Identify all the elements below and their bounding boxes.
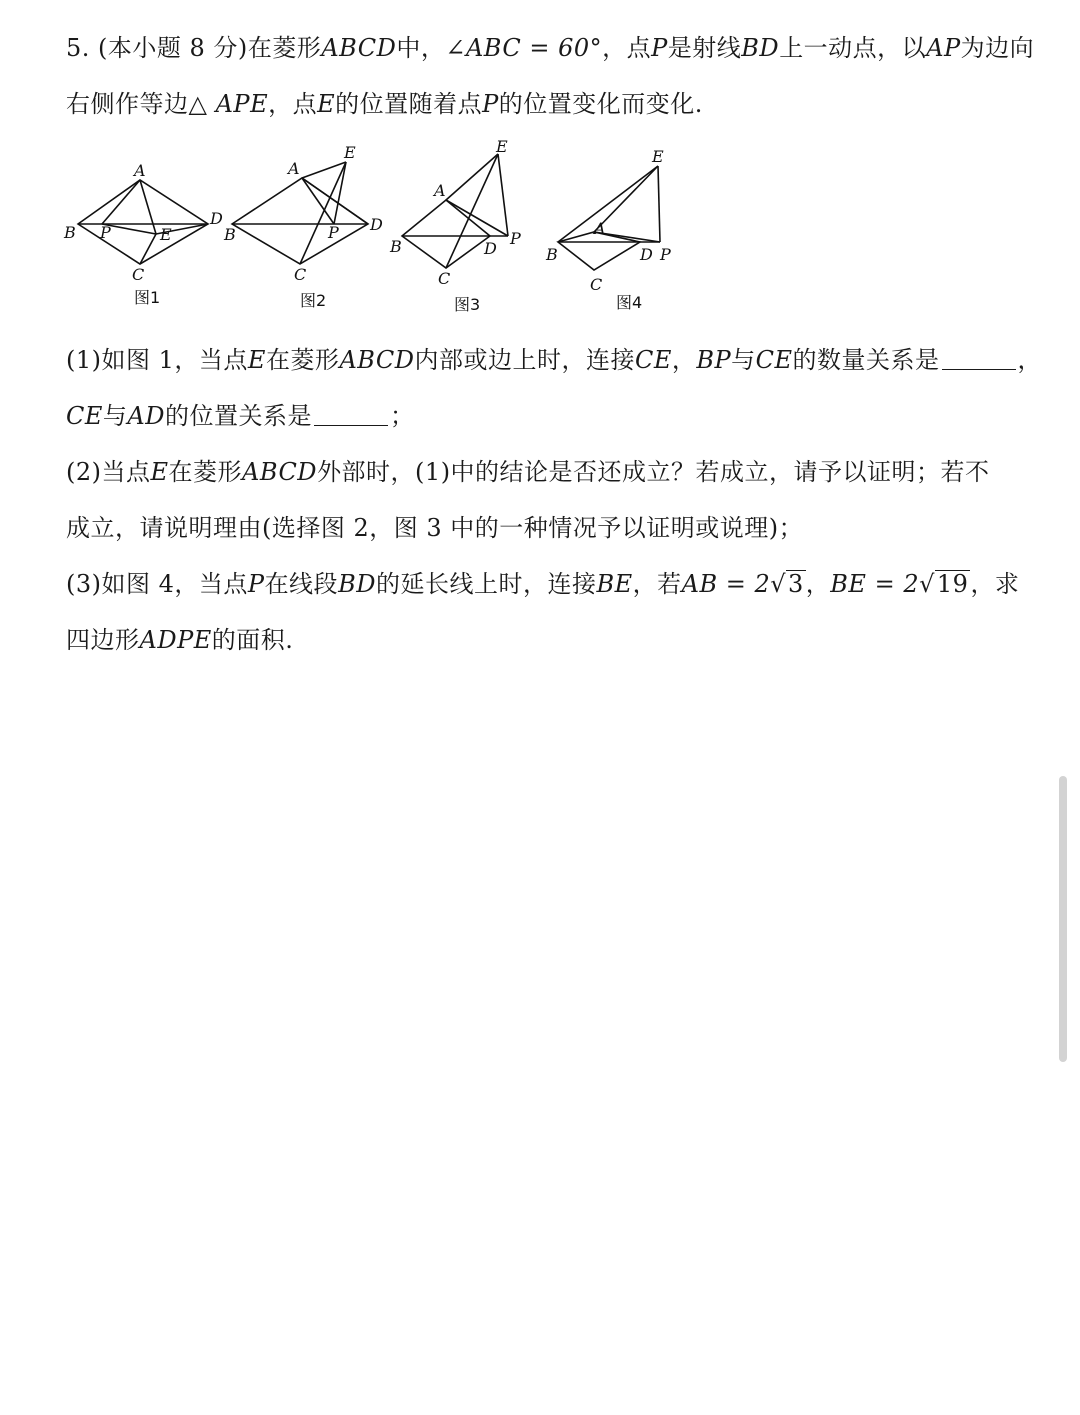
fig1-label-d: D: [210, 209, 223, 228]
fig3-segment-ep: [498, 154, 508, 236]
problem-text: 为边向: [960, 34, 1035, 62]
fig4-label-b: B: [546, 245, 558, 264]
fig1-caption: 图1: [134, 288, 161, 307]
problem-text: 的位置随着点: [335, 90, 483, 118]
fig4-label-p: P: [660, 245, 671, 264]
q1-text: 的数量关系是: [792, 346, 940, 374]
q1-text: 在菱形: [265, 346, 340, 374]
q2-text: 外部时，(1)中的结论是否还成立？若成立，请予以证明；若不: [317, 458, 990, 486]
q3-text: 四边形: [66, 626, 140, 654]
q1-text: ，: [1017, 346, 1043, 374]
figure-3: [389, 140, 521, 314]
fig4-label-e: E: [652, 147, 664, 166]
problem-text: ，点: [268, 90, 318, 118]
figures-row: [62, 140, 682, 320]
q2-text: 在菱形: [168, 458, 243, 486]
fig3-segment-ap: [446, 200, 508, 236]
math-sqrt-19: 19: [936, 570, 969, 598]
fig3-label-d: D: [484, 239, 497, 258]
problem-text: 中，: [396, 34, 446, 62]
math-e: E: [247, 346, 266, 374]
fig1-label-e: E: [160, 225, 172, 244]
math-ab-equation: AB = 2: [681, 570, 771, 598]
q3-text: ，: [805, 570, 831, 598]
fig1-label-b: B: [64, 223, 76, 242]
q2-text: 成立，请说明理由(选择图 2，图 3 中的一种情况予以证明或说理)；: [66, 514, 804, 542]
fig1-label-c: C: [132, 265, 145, 284]
fig3-segment-ae: [446, 154, 498, 200]
figure-2: [223, 143, 383, 310]
math-ape: APE: [215, 90, 269, 118]
q3-text: ，若: [632, 570, 682, 598]
fig2-label-d: D: [370, 215, 383, 234]
fig4-segment-be: [558, 166, 658, 242]
q3-text: 的面积.: [211, 626, 294, 654]
fig2-segment-ep: [334, 162, 346, 224]
fig4-segment-ep: [658, 166, 660, 242]
fig4-label-d: D: [640, 245, 653, 264]
fig2-label-a: A: [288, 159, 300, 178]
score-note: (本小题 8 分): [98, 34, 248, 62]
fig2-label-p: P: [328, 223, 339, 242]
problem-text: 右侧作等边△: [66, 90, 216, 118]
q3-text: 在线段: [264, 570, 339, 598]
fig2-label-c: C: [294, 265, 307, 284]
fig1-label-a: A: [134, 161, 146, 180]
figure-4: [545, 147, 671, 312]
answer-blank-1[interactable]: [942, 347, 1016, 370]
fig1-label-p: P: [100, 223, 111, 242]
math-p: P: [247, 570, 265, 598]
fig3-label-p: P: [510, 229, 521, 248]
math-p: P: [651, 34, 668, 62]
answer-blank-2[interactable]: [314, 403, 388, 426]
math-be-equation: BE = 2: [830, 570, 920, 598]
math-abcd: ABCD: [321, 34, 397, 62]
problem-text: 的位置变化而变化.: [498, 90, 703, 118]
q1-text: 与: [731, 346, 756, 374]
fig3-label-e: E: [496, 140, 508, 156]
q1-text: ，: [671, 346, 697, 374]
fig4-label-c: C: [590, 275, 603, 294]
q2-line-2: [66, 512, 1010, 544]
q3-line-1: [66, 568, 1020, 600]
q1-text: 内部或边上时，连接: [414, 346, 635, 374]
math-angle: ∠ABC = 60°: [445, 34, 603, 62]
math-abcd: ABCD: [242, 458, 318, 486]
fig3-label-c: C: [438, 269, 451, 288]
math-ce: CE: [66, 402, 103, 430]
math-ce: CE: [755, 346, 793, 374]
problem-text: 在菱形: [247, 34, 322, 62]
q2-text: (2)当点: [66, 458, 151, 486]
math-bd: BD: [741, 34, 780, 62]
problem-number: 5.: [66, 34, 90, 62]
q2-line-1: [66, 456, 1010, 488]
q3-text: (3)如图 4，当点: [66, 570, 248, 598]
fig2-label-e: E: [344, 143, 356, 162]
problem-line-2: [66, 88, 1010, 120]
fig2-caption: 图2: [300, 291, 327, 310]
fig2-rhombus: [232, 178, 368, 264]
math-be: BE: [596, 570, 633, 598]
fig2-label-b: B: [224, 225, 236, 244]
fig4-caption: 图4: [616, 293, 643, 312]
q1-text: 的位置关系是: [164, 402, 312, 430]
problem-text: 是射线: [667, 34, 742, 62]
fig3-label-a: A: [434, 181, 446, 200]
math-e: E: [317, 90, 336, 118]
math-adpe: ADPE: [139, 626, 212, 654]
math-p: P: [482, 90, 499, 118]
math-e: E: [150, 458, 169, 486]
fig3-label-b: B: [390, 237, 402, 256]
math-bd: BD: [338, 570, 376, 598]
fig2-segment-ec: [300, 162, 346, 264]
math-ad: AD: [127, 402, 165, 430]
q1-line-1: [66, 344, 1043, 376]
sqrt-sign: √: [919, 570, 935, 598]
q1-text: ；: [389, 402, 415, 430]
q1-text: 与: [102, 402, 128, 430]
fig3-caption: 图3: [454, 295, 481, 314]
geometry-figures: [62, 140, 682, 320]
math-sqrt-3: 3: [788, 570, 804, 598]
math-bp: BP: [696, 346, 732, 374]
figure-1: [63, 161, 223, 307]
math-abcd: ABCD: [339, 346, 415, 374]
q1-line-2: [66, 400, 1010, 432]
sqrt-sign: √: [770, 570, 787, 598]
fig4-label-a: A: [594, 219, 606, 238]
problem-line-1: [66, 32, 1035, 64]
q3-text: ，求: [970, 570, 1020, 598]
fig3-rhombus: [402, 200, 490, 268]
q1-text: (1)如图 1，当点: [66, 346, 248, 374]
problem-text: ，点: [602, 34, 652, 62]
math-ce: CE: [634, 346, 672, 374]
q3-line-2: [66, 624, 1010, 656]
problem-text: 上一动点，以: [779, 34, 927, 62]
vertical-scrollbar[interactable]: [1059, 776, 1067, 1062]
q3-text: 的延长线上时，连接: [375, 570, 597, 598]
math-ap: AP: [926, 34, 961, 62]
